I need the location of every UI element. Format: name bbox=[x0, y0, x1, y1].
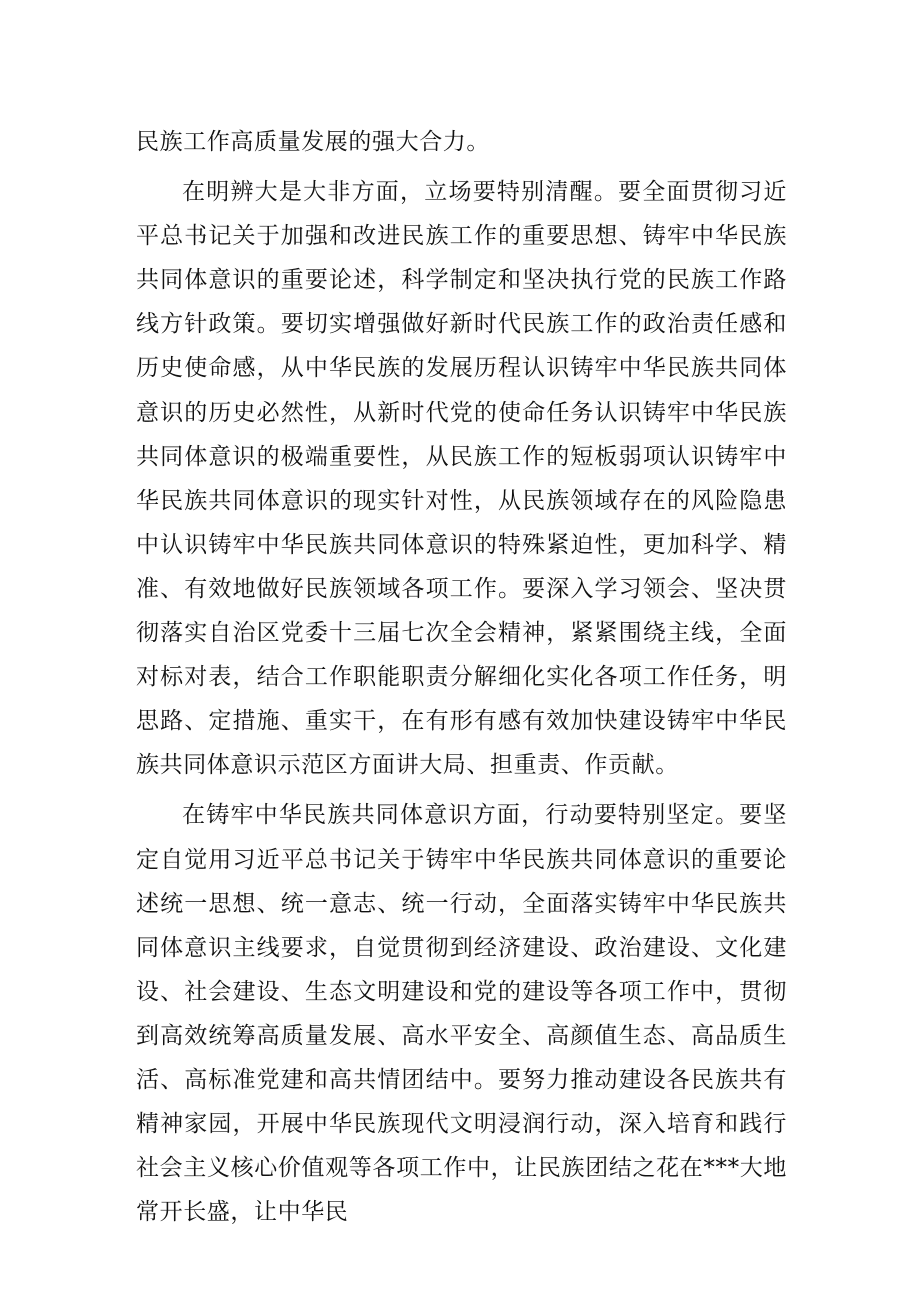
paragraph-community-awareness: 在铸牢中华民族共同体意识方面，行动要特别坚定。要坚定自觉用习近平总书记关于铸牢中华民族共同体意识的重要论述统一思想、统一意志、统一行动，全面落实铸牢中华民族共同体意识主线要求，自觉贯彻到经济建设、政治建设、文化建设、社会建设、生态文明建设和党的建设等各项工作中，贯彻到高效统筹高质量发展、高水平安全、高颜值生态、高品质生活、高标准党建和高共情团结中。要努力推动建设各民族共有精神家园，开展中华民族现代文明浸润行动，深入培育和践行社会主义核心价值观等各项工作中，让民族团结之花在***大地常开长盛，让中华民 bbox=[136, 802, 787, 1226]
paragraph-political-stance: 在明辨大是大非方面，立场要特别清醒。要全面贯彻习近平总书记关于加强和改进民族工作的重要思想、铸牢中华民族共同体意识的重要论述，科学制定和坚决执行党的民族工作路线方针政策。要切实增强做好新时代民族工作的政治责任感和历史使命感，从中华民族的发展历程认识铸牢中华民族共同体意识的历史必然性，从新时代党的使命任务认识铸牢中华民族共同体意识的极端重要性，从民族工作的短板弱项认识铸牢中华民族共同体意识的现实针对性，从民族领域存在的风险隐患中认识铸牢中华民族共同体意识的特殊紧迫性，更加科学、精准、有效地做好民族领域各项工作。要深入学习领会、坚决贯彻落实自治区党委十三届七次全会精神，紧紧围绕主线，全面对标对表，结合工作职能职责分解细化实化各项工作任务，明思路、定措施、重实干，在有形有感有效加快建设铸牢中华民族共同体意识示范区方面讲大局、担重责、作贡献。 bbox=[136, 179, 787, 779]
document-body bbox=[136, 120, 787, 1234]
paragraph-continuation: 民族工作高质量发展的强大合力。 bbox=[136, 129, 490, 155]
